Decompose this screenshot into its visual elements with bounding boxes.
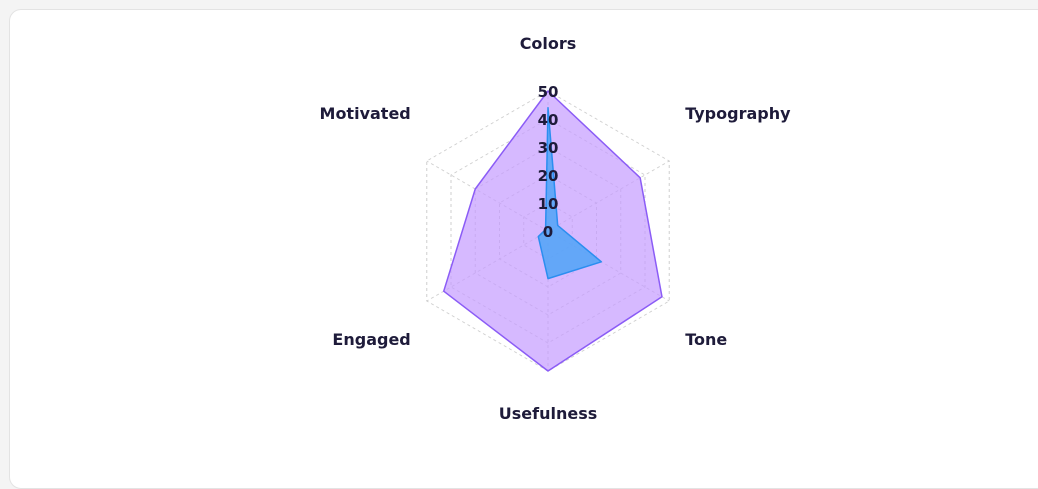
axis-label-typography: Typography xyxy=(685,104,791,123)
tick-label: 50 xyxy=(537,83,559,101)
tick-label: 20 xyxy=(537,167,559,185)
axis-label-tone: Tone xyxy=(685,330,728,349)
tick-label: 40 xyxy=(537,111,559,129)
radar-chart xyxy=(10,10,1038,486)
axis-label-usefulness: Usefulness xyxy=(498,404,598,423)
tick-label: 0 xyxy=(542,223,554,241)
axis-label-motivated: Motivated xyxy=(319,104,411,123)
chart-card xyxy=(9,9,1038,489)
axis-label-colors: Colors xyxy=(519,34,577,53)
tick-label: 30 xyxy=(537,139,559,157)
tick-label: 10 xyxy=(537,195,559,213)
axis-label-engaged: Engaged xyxy=(332,330,411,349)
